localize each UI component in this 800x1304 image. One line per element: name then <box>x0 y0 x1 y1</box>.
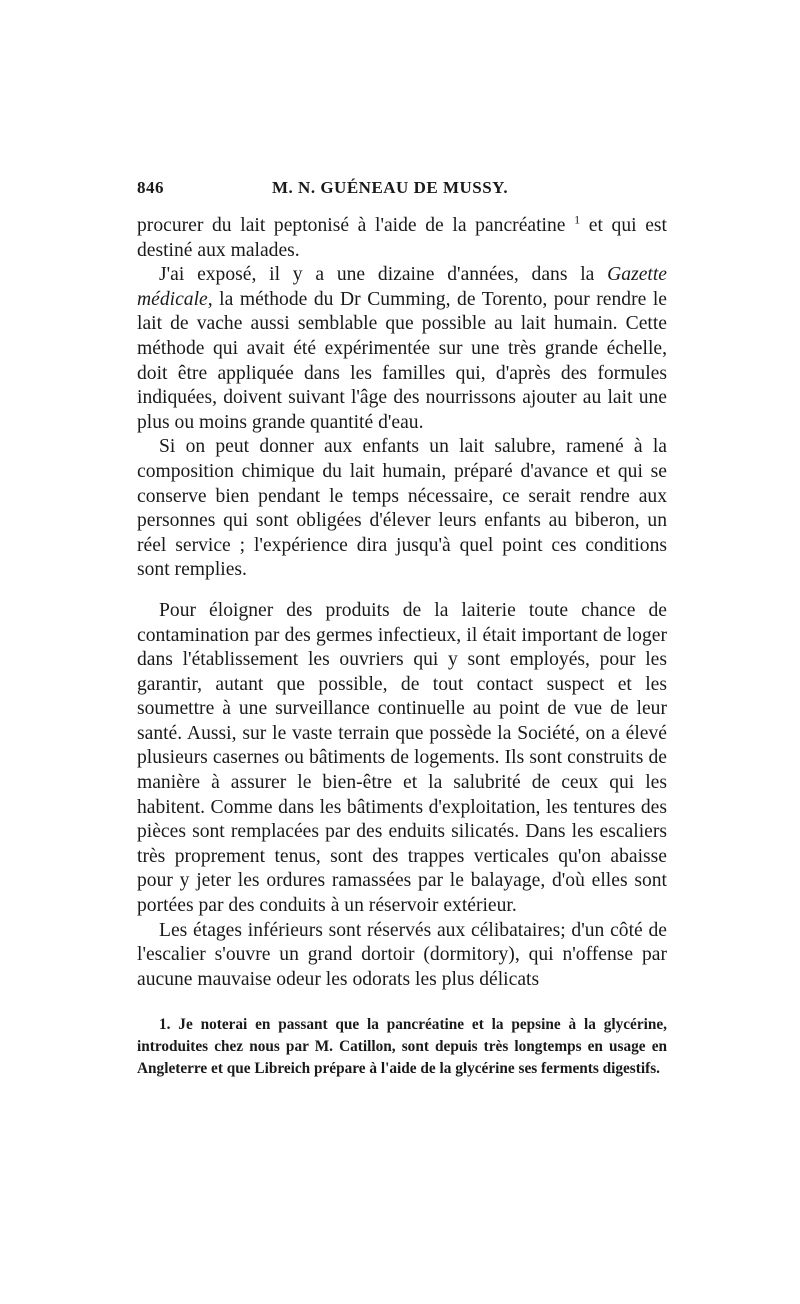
footnotes <box>137 1014 667 1080</box>
paragraph-continued: procurer du lait peptonisé à l'aide de la pancréatine $^1$ et qui est destiné aux malades. <box>137 212 668 261</box>
footnote-separator <box>137 992 667 1004</box>
paragraph-contamination: Pour éloigner des produits de la laiterie toute chance de contamination par des germes infectieux, il était important de loger dans l'établissement les ouvriers qui y sont employés, pour les garantir, autant que possible, de tout contact suspect et les soumettre à une surveillance continuelle au point de vue de leur santé. Aussi, sur le vaste terrain que possède la Société, on a élevé plusieurs casernes ou bâtiments de logements. Ils sont construits de manière à assurer le bien-être et la salubrité de ceux qui les habitent. Comme dans les bâtiments d'exploitation, les tentures des pièces sont remplacées par des enduits silicatés. Dans les escaliers très proprement tenus, sont des trappes verticales qu'on abaisse pour y jeter les ordures ramassées par le balayage, d'où elles sont portées par des conduits à un réservoir extérieur. <box>137 599 667 917</box>
paragraph-lait-salubre: Si on peut donner aux enfants un lait salubre, ramené à la composition chimique du lait humain, préparé d'avance et qui se conserve bien pendant le temps nécessaire, ce serait rendre aux personnes qui sont obligées d'élever leurs enfants au biberon, un réel service ; l'expérience dira jusqu'à quel point ces conditions sont remplies. <box>137 436 667 581</box>
paragraph-gazette: J'ai exposé, il y a une dizaine d'années, dans la Gazette médicale, la méthode du Dr Cumming, de Torento, pour rendre le lait de vache aussi semblable que possible au lait humain. Cette méthode qui avait été expérimentée sur une très grande échelle, doit être appliquée dans les familles qui, d'après des formules indiquées, doivent suivant l'âge des nourrissons ajouter au lait une plus ou moins grande quantité d'eau. <box>137 264 667 433</box>
footnote-reference[interactable]: 1 <box>574 212 581 227</box>
body-text <box>137 214 667 992</box>
page-number: 846 <box>137 178 164 197</box>
paragraph-etages: Les étages inférieurs sont réservés aux célibataires; d'un côté de l'escalier s'ouvre un grand dortoir (dormitory), qui n'offense par aucune mauvaise odeur les odorats les plus délicats <box>137 919 667 990</box>
footnote-1: 1. Je noterai en passant que la pancréatine et la pepsine à la glycérine, introduites chez nous par M. Catillon, sont depuis très longtemps en usage en Angleterre et que Libreich prépare à l'aide de la glycérine ses ferments digestifs. <box>137 1016 667 1078</box>
gazette-title: Gazette médicale <box>137 264 667 310</box>
running-title: M. N. GUÉNEAU DE MUSSY. <box>272 178 509 197</box>
running-head <box>137 178 667 200</box>
book-page <box>137 178 667 1080</box>
